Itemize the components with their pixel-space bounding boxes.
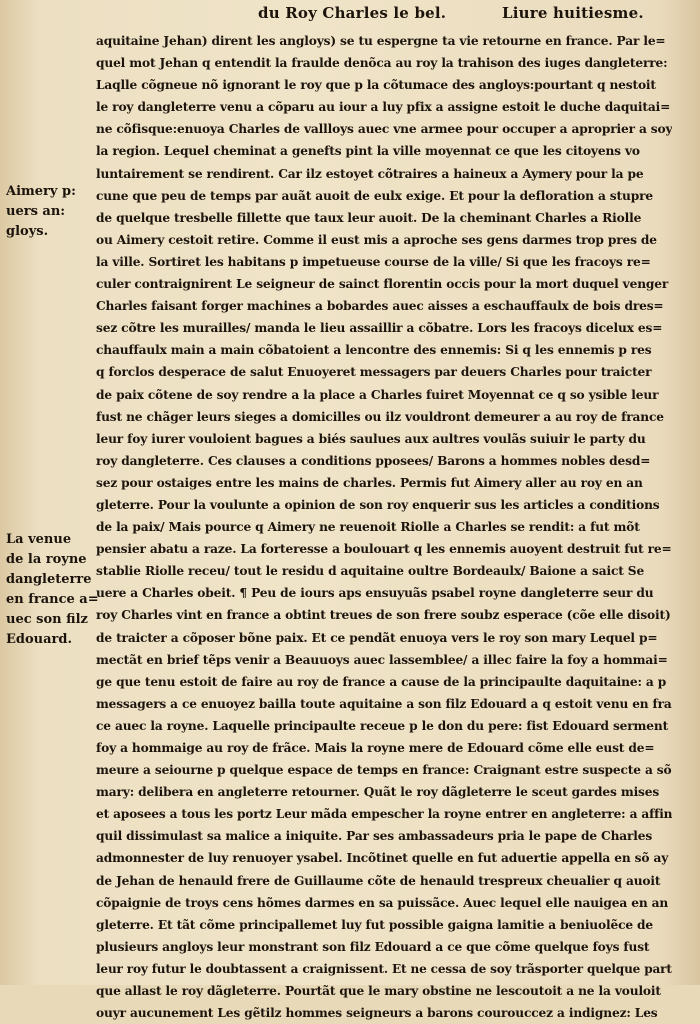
text-line: culer contraignirent Le seigneur de sainct florentin occis pour la mort duquel venger: [96, 277, 669, 292]
text-line: leur roy futur le doubtassent a craignissent. Et ne cessa de soy trãsporter quelque part: [96, 961, 672, 976]
running-head-book: Liure huitiesme.: [502, 4, 644, 22]
text-line: gleterre. Et tãt cõme principallemet luy fut possible gaigna lamitie a beniuolẽce de: [96, 917, 654, 932]
text-line: Charles faisant forger machines a bobardes auec aisses a eschauffaulx de bois dres=: [96, 299, 664, 314]
text-line: chauffaulx main a main cõbatoient a lencontre des ennemis: Si q les ennemis p res: [96, 343, 652, 358]
text-line: de paix cõtene de soy rendre a la place a Charles fuiret Moyennat ce q so ysible leur: [96, 387, 659, 402]
text-line: mectãt en brief tẽps venir a Beauuoys auec lassemblee/ a illec faire la foy a hommai=: [96, 652, 668, 667]
text-line: ne cõfisque:enuoya Charles de vallloys auec vne armee pour occuper a aproprier a soy: [96, 122, 672, 137]
text-line: cõpaignie de troys cens hõmes darmes en sa puissãce. Auec lequel elle nauigea en an: [96, 895, 669, 910]
text-line: quel mot Jehan q entendit la fraulde denõca au roy la trahison des iuges dangleterre:: [96, 56, 668, 71]
marginal-note-line: gloys.: [6, 224, 49, 239]
running-header: [258, 4, 658, 26]
text-line: foy a hommaige au roy de frãce. Mais la royne mere de Edouard cõme elle eust de=: [96, 741, 655, 755]
text-line: roy dangleterre. Ces clauses a conditions pposees/ Barons a hommes nobles desd=: [96, 453, 651, 468]
text-line: mary: delibera en angleterre retourner. Quãt le roy dãgleterre le sceut gardes mises: [96, 785, 660, 800]
text-line: quil dissimulast sa malice a iniquite. Par ses ambassadeurs pria le pape de Charles: [96, 829, 653, 844]
text-line: de la paix/ Mais pource q Aimery ne reuenoit Riolle a Charles se rendit: a fut mõt: [96, 520, 640, 535]
text-line: ge que tenu estoit de faire au roy de france a cause de la principaulte daquitaine: a p: [96, 674, 667, 689]
text-line: fust ne chãger leurs sieges a domicilles ou ilz vouldront demeurer a au roy de france: [96, 409, 664, 424]
marginal-note-line: dangleterre: [6, 572, 92, 587]
marginal-note-royne: [6, 530, 99, 650]
marginal-note-aimery: [6, 182, 94, 242]
text-line: la region. Lequel cheminat a genefts pint la ville moyennat ce que les citoyens vo: [96, 144, 640, 159]
text-line: uere a Charles obeit. ¶ Peu de iours aps ensuyuãs psabel royne dangleterre seur du: [96, 586, 654, 601]
text-line: stablie Riolle receu/ tout le residu d aquitaine oultre Bordeaulx/ Baione a saict Se: [96, 564, 645, 579]
marginal-note-line: Aimery p:: [6, 184, 76, 199]
text-line: cune que peu de temps par auãt auoit de eulx exige. Et pour la defloration a stupre: [96, 188, 653, 203]
main-text-block: [96, 30, 672, 1024]
text-line: plusieurs angloys leur monstrant son filz Edouard a ce que cõme quelque foys fust: [96, 939, 650, 954]
text-line: gleterre. Pour la voulunte a opinion de son roy enquerir sus les articles a conditions: [96, 497, 660, 512]
text-line: sez pour ostaiges entre les mains de charles. Permis fut Aimery aller au roy en an: [96, 475, 643, 490]
text-line: ou Aimery cestoit retire. Comme il eust mis a aproche ses gens darmes trop pres de: [96, 232, 657, 247]
text-line: pensier abatu a raze. La forteresse a boulouart q les ennemis auoyent destruit fut re=: [96, 542, 672, 557]
running-head-title: du Roy Charles le bel.: [258, 4, 447, 22]
text-line: meure a seiourne p quelque espace de temps en france: Craignant estre suspecte a sõ: [96, 763, 672, 778]
marginal-note-line: Edouard.: [6, 632, 73, 647]
text-line: ce auec la royne. Laquelle principaulte receue p le don du pere: fist Edouard serment: [96, 718, 669, 733]
marginal-note-line: de la royne: [6, 552, 87, 567]
text-line: messagers a ce enuoyez bailla toute aquitaine a son filz Edouard a q estoit venu en fra: [96, 696, 672, 711]
marginal-note-line: en france a=: [6, 592, 99, 607]
text-line: Laqlle cõgneue nõ ignorant le roy que p la cõtumace des angloys:pourtant q nestoit: [96, 78, 656, 93]
text-line: ouyr aucunement Les gẽtilz hommes seigneurs a barons courouccez a indignez: Les: [96, 1006, 658, 1021]
text-line: q forclos desperace de salut Enuoyeret messagers par deuers Charles pour traicter: [96, 365, 652, 380]
text-line: de traicter a cõposer bõne paix. Et ce pendãt enuoya vers le roy son mary Lequel p=: [96, 630, 658, 645]
text-line: et aposees a tous les portz Leur mãda empescher la royne entrer en angleterre: a affin: [96, 807, 672, 822]
marginal-note-line: uers an:: [6, 204, 66, 219]
text-line: le roy dangleterre venu a cõparu au iour a luy pfix a assigne estoit le duche daquitai=: [96, 100, 671, 115]
marginal-note-line: uec son filz: [6, 612, 88, 627]
text-line: de Jehan de henauld frere de Guillaume cõte de henauld trespreux cheualier q auoit: [96, 873, 661, 888]
text-line: de quelque tresbelle fillette que taux leur auoit. De la cheminant Charles a Riolle: [96, 210, 642, 225]
marginal-note-line: La venue: [6, 532, 72, 547]
text-line: que allast le roy dãgleterre. Pourtãt que le mary obstine ne lescoutoit a ne la vouloit: [96, 984, 661, 999]
text-line: roy Charles vint en france a obtint treues de son frere soubz esperace (cõe elle disoit): [96, 608, 671, 623]
text-line: aquitaine Jehan) dirent les angloys) se tu espergne ta vie retourne en france. Par le=: [96, 34, 666, 48]
text-line: la ville. Sortiret les habitans p impetueuse course de la ville/ Si que les fracoys re=: [96, 254, 651, 269]
text-line: admonnester de luy renuoyer ysabel. Incõtinet quelle en fut aduertie appella en sõ ay: [96, 851, 669, 866]
text-line: leur foy iurer vouloient bagues a biés saulues aux aultres voulãs suiuir le party du: [96, 431, 646, 446]
text-line: luntairement se rendirent. Car ilz estoyet cõtraires a haineux a Aymery pour la pe: [96, 166, 644, 181]
text-line: sez cõtre les murailles/ manda le lieu assaillir a cõbatre. Lors les fracoys dicelux es=: [96, 321, 663, 336]
